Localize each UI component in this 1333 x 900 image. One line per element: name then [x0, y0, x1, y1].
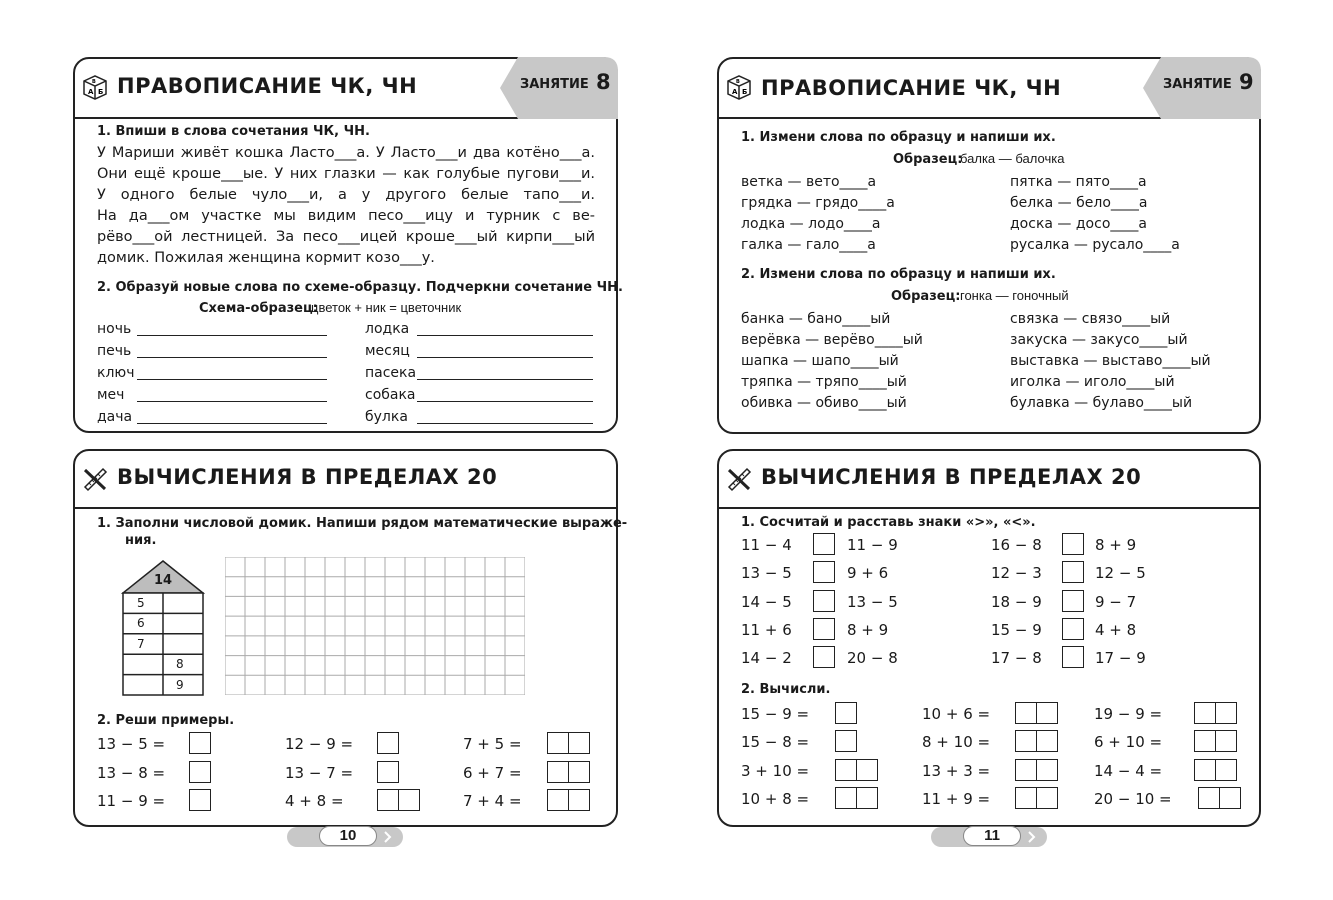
word-label: пасека	[365, 365, 417, 381]
task1-title-line2: ния.	[125, 533, 157, 548]
compare-left: 17 − 8	[991, 649, 1042, 668]
card-header	[75, 451, 616, 509]
answer-line[interactable]	[137, 335, 327, 336]
word-pair: доска — досо____а	[1010, 216, 1147, 232]
page-number: 10	[319, 826, 377, 846]
compare-box[interactable]	[813, 618, 835, 640]
answer-box[interactable]	[856, 759, 878, 781]
text-line: Они ещё кроше___ые. У них глазки — как голубые пугови___и.	[97, 166, 595, 182]
abc-cube-icon	[81, 73, 109, 101]
answer-box[interactable]	[1015, 787, 1037, 809]
answer-box[interactable]	[1036, 759, 1058, 781]
word-pair: булавка — булаво____ый	[1010, 395, 1193, 411]
word-pair: лодка — лодо____а	[741, 216, 881, 232]
svg-text:В: В	[92, 79, 96, 85]
answer-box[interactable]	[568, 732, 590, 754]
compare-right: 17 − 9	[1095, 649, 1146, 668]
compare-right: 11 − 9	[847, 536, 898, 554]
left-math-card	[73, 449, 628, 827]
example-text: 7 + 4 =	[463, 792, 522, 810]
task2-title: 2. Образуй новые слова по схеме-образцу. Подчеркни сочетание ЧН.	[97, 280, 623, 295]
answer-box[interactable]	[189, 761, 211, 783]
card-header	[719, 59, 1259, 119]
abc-cube-icon	[725, 73, 753, 101]
answer-box[interactable]	[1015, 702, 1037, 724]
scheme-label: Схема-образец:	[199, 301, 318, 316]
compare-right: 13 − 5	[847, 592, 898, 611]
compare-left: 11 − 4	[741, 536, 792, 554]
text-line: рёво___ой лестницей. За песо___ицей кроше___ый кирпи___ый	[97, 229, 595, 245]
lesson-label: ЗАНЯТИЕ	[520, 77, 589, 92]
calc-text: 15 − 9 =	[741, 705, 810, 723]
example-text: 11 − 9 =	[97, 792, 166, 810]
word-pair: галка — гало____а	[741, 237, 876, 253]
answer-box[interactable]	[1215, 730, 1237, 752]
task2-title: 2. Измени слова по образцу и напиши их.	[741, 267, 1056, 282]
scheme-text: цветок + ник = цветочник	[311, 300, 462, 315]
answer-box[interactable]	[189, 789, 211, 811]
word-label: собака	[365, 387, 416, 403]
word-label: месяц	[365, 343, 410, 359]
page-number-right	[931, 826, 1047, 846]
word-label: лодка	[365, 321, 410, 337]
card-header	[719, 451, 1259, 509]
answer-box[interactable]	[1198, 787, 1220, 809]
lesson-number: 9	[1239, 70, 1254, 94]
house-cell-number: 8	[176, 657, 184, 672]
answer-box[interactable]	[1036, 787, 1058, 809]
answer-box[interactable]	[568, 789, 590, 811]
answer-box[interactable]	[835, 787, 857, 809]
right-russian-card	[717, 57, 1261, 434]
answer-line[interactable]	[137, 357, 327, 358]
svg-text:Б: Б	[742, 88, 748, 96]
ruler-pencil-icon	[81, 465, 109, 493]
compare-right: 4 + 8	[1095, 620, 1137, 639]
compare-box[interactable]	[813, 533, 835, 555]
calc-text: 10 + 8 =	[741, 789, 810, 808]
answer-box[interactable]	[1194, 759, 1216, 781]
compare-left: 15 − 9	[991, 620, 1042, 639]
answer-line[interactable]	[137, 379, 327, 380]
section-title: ВЫЧИСЛЕНИЯ В ПРЕДЕЛАХ 20	[761, 465, 1142, 489]
answer-box[interactable]	[547, 789, 569, 811]
calc-text: 3 + 10 =	[741, 761, 810, 780]
compare-box[interactable]	[1062, 561, 1084, 583]
task1-title: 1. Сосчитай и расставь знаки «>», «<».	[741, 515, 1036, 530]
compare-left: 16 − 8	[991, 536, 1042, 554]
page-number-left	[287, 826, 403, 846]
writing-grid	[225, 557, 525, 695]
house-cell-number: 9	[176, 677, 184, 692]
compare-right: 8 + 9	[1095, 536, 1137, 554]
example-text: 13 − 8 =	[97, 763, 166, 782]
calc-text: 13 + 3 =	[922, 761, 991, 780]
lesson-label: ЗАНЯТИЕ	[1163, 77, 1232, 92]
answer-box[interactable]	[547, 761, 569, 783]
compare-right: 8 + 9	[847, 620, 889, 639]
word-label: дача	[97, 409, 133, 425]
answer-box[interactable]	[568, 761, 590, 783]
page-number: 11	[963, 826, 1021, 846]
sample1-text: балка — балочка	[960, 151, 1065, 166]
answer-line[interactable]	[417, 401, 593, 402]
answer-box[interactable]	[1215, 702, 1237, 724]
compare-box[interactable]	[1062, 646, 1084, 668]
answer-box[interactable]	[1015, 730, 1037, 752]
lesson-tab	[1143, 57, 1261, 119]
svg-text:A: A	[88, 88, 94, 96]
example-text: 13 − 7 =	[285, 763, 354, 782]
compare-right: 20 − 8	[847, 649, 898, 668]
answer-box[interactable]	[1219, 787, 1241, 809]
compare-box[interactable]	[813, 561, 835, 583]
answer-line[interactable]	[137, 423, 327, 424]
sample1-label: Образец:	[893, 152, 963, 167]
answer-box[interactable]	[835, 730, 857, 752]
word-pair: верёвка — верёво____ый	[741, 332, 923, 348]
word-pair: тряпка — тряпо____ый	[741, 374, 907, 390]
word-label: ключ	[97, 365, 135, 381]
calc-text: 10 + 6 =	[922, 705, 991, 723]
word-pair: банка — бано____ый	[741, 311, 891, 327]
answer-line[interactable]	[417, 357, 593, 358]
compare-left: 13 − 5	[741, 564, 792, 583]
sample2-label: Образец:	[891, 289, 961, 304]
word-pair: шапка — шапо____ый	[741, 353, 899, 369]
word-pair: русалка — русало____а	[1010, 237, 1180, 253]
word-pair: грядка — грядо____а	[741, 195, 895, 211]
text-line: У Мариши живёт кошка Ласто___а. У Ласто___и два котёно___а.	[97, 145, 595, 161]
answer-box[interactable]	[1194, 702, 1216, 724]
text-line: На да___ом участке мы видим песо___ицу и турник с ве-	[97, 208, 595, 224]
task1-title: 1. Измени слова по образцу и напиши их.	[741, 130, 1056, 145]
calc-text: 14 − 4 =	[1094, 761, 1163, 780]
compare-right: 9 + 6	[847, 564, 889, 583]
calc-text: 8 + 10 =	[922, 733, 991, 752]
calc-text: 15 − 8 =	[741, 733, 810, 752]
example-text: 13 − 5 =	[97, 735, 166, 753]
answer-line[interactable]	[417, 379, 593, 380]
calc-text: 20 − 10 =	[1094, 789, 1172, 808]
answer-box[interactable]	[189, 732, 211, 754]
svg-text:В: В	[736, 79, 740, 85]
compare-right: 12 − 5	[1095, 564, 1146, 583]
compare-box[interactable]	[1062, 590, 1084, 612]
answer-box[interactable]	[377, 761, 399, 783]
answer-box[interactable]	[377, 789, 399, 811]
word-pair: обивка — обиво____ый	[741, 395, 907, 411]
compare-left: 14 − 2	[741, 649, 792, 668]
house-cell-number: 7	[137, 636, 145, 651]
left-russian-card	[73, 57, 623, 433]
answer-box[interactable]	[1194, 730, 1216, 752]
lesson-number: 8	[596, 70, 611, 94]
answer-box[interactable]	[547, 732, 569, 754]
calc-text: 11 + 9 =	[922, 789, 991, 808]
word-pair: пятка — пято____а	[1010, 174, 1147, 190]
text-line: домик. Пожилая женщина кормит козо___у.	[97, 250, 435, 266]
compare-left: 12 − 3	[991, 564, 1042, 583]
calc-text: 19 − 9 =	[1094, 705, 1163, 723]
right-math-card	[717, 449, 1261, 827]
word-pair: иголка — иголо____ый	[1010, 374, 1175, 390]
word-label: меч	[97, 387, 125, 403]
number-house	[121, 559, 205, 697]
word-pair: закуска — закусо____ый	[1010, 332, 1188, 348]
compare-right: 9 − 7	[1095, 592, 1137, 611]
compare-box[interactable]	[813, 646, 835, 668]
calc-text: 6 + 10 =	[1094, 733, 1163, 752]
text-line: У одного белые чуло___и, а у другого белые тапо___и.	[97, 187, 595, 203]
word-pair: ветка — вето____а	[741, 174, 877, 190]
answer-box[interactable]	[377, 732, 399, 754]
example-text: 12 − 9 =	[285, 735, 354, 753]
house-cell-number: 6	[137, 616, 145, 631]
card-header	[75, 59, 616, 119]
answer-box[interactable]	[1215, 759, 1237, 781]
word-label: булка	[365, 409, 408, 425]
svg-text:Б: Б	[98, 88, 104, 96]
task1-title-line1: 1. Заполни числовой домик. Напиши рядом математические выраже-	[97, 516, 628, 531]
answer-box[interactable]	[398, 789, 420, 811]
word-label: ночь	[97, 321, 132, 337]
word-pair: белка — бело____а	[1010, 195, 1148, 211]
compare-left: 18 − 9	[991, 592, 1042, 611]
compare-box[interactable]	[1062, 618, 1084, 640]
compare-box[interactable]	[1062, 533, 1084, 555]
answer-box[interactable]	[1015, 759, 1037, 781]
answer-line[interactable]	[137, 401, 327, 402]
example-text: 6 + 7 =	[463, 763, 522, 782]
answer-box[interactable]	[835, 702, 857, 724]
answer-box[interactable]	[856, 787, 878, 809]
sample2-text: гонка — гоночный	[960, 288, 1069, 303]
answer-box[interactable]	[835, 759, 857, 781]
house-cell-number: 5	[137, 596, 145, 610]
section-title: ПРАВОПИСАНИЕ ЧК, ЧН	[117, 74, 418, 98]
section-title: ВЫЧИСЛЕНИЯ В ПРЕДЕЛАХ 20	[117, 465, 498, 489]
word-pair: связка — связо____ый	[1010, 311, 1171, 327]
svg-text:A: A	[732, 88, 738, 96]
word-pair: выставка — выставо____ый	[1010, 353, 1211, 369]
task2-title: 2. Вычисли.	[741, 682, 831, 697]
lesson-tab	[500, 57, 618, 119]
task1-title: 1. Впиши в слова сочетания ЧК, ЧН.	[97, 124, 370, 139]
task2-title: 2. Реши примеры.	[97, 713, 235, 728]
section-title: ПРАВОПИСАНИЕ ЧК, ЧН	[761, 76, 1062, 100]
compare-box[interactable]	[813, 590, 835, 612]
compare-left: 14 − 5	[741, 592, 792, 611]
example-text: 7 + 5 =	[463, 735, 522, 753]
answer-box[interactable]	[1036, 702, 1058, 724]
answer-line[interactable]	[417, 335, 593, 336]
word-label: печь	[97, 343, 132, 359]
ruler-pencil-icon	[725, 465, 753, 493]
house-roof-number: 14	[154, 573, 173, 588]
example-text: 4 + 8 =	[285, 792, 344, 810]
answer-box[interactable]	[1036, 730, 1058, 752]
answer-line[interactable]	[417, 423, 593, 424]
compare-left: 11 + 6	[741, 620, 792, 639]
